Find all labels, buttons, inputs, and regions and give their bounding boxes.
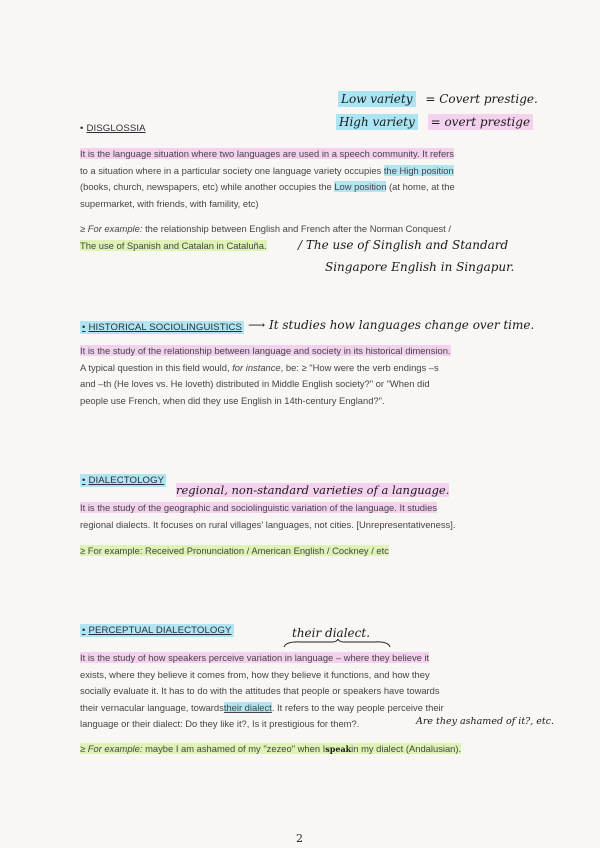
ashamed-note: Are they ashamed of it?, etc. [416,716,555,727]
perceptual-heading-text: PERCEPTUAL DIALECTOLOGY [88,625,232,636]
singlish-note-2: Singapore English in Singapur. [325,260,515,274]
their-dialect-highlight: their dialect [223,701,272,713]
speak-note: speak [325,744,352,754]
diglossia-example-1: the relationship between English and French after the Norman Conquest / [142,223,451,234]
historical-line-3: and –th (He loves vs. He loveth) distributed in Middle English society?" or "When did [80,378,430,390]
diglossia-example-2: The use of Spanish and Catalan in Cataluña. [80,239,267,251]
dialectology-heading-highlight [80,474,166,487]
page-number: 2 [296,832,303,845]
historical-paragraph [80,343,550,409]
dialectology-example [80,543,550,560]
perceptual-line-5: language or their dialect: Do they like it?, Is it prestigious for them?. [80,718,360,730]
dialectology-note-text: regional, non-standard varieties of a language. [176,483,450,497]
historical-heading [80,322,244,333]
high-variety-note [336,115,533,129]
perceptual-line-4c: . It refers to the way people perceive their [271,701,444,713]
diglossia-paragraph [80,146,550,212]
historical-heading-highlight [80,321,244,334]
bullet-icon: • [82,475,86,486]
perceptual-heading [80,625,234,636]
bullet-icon: • [82,625,86,636]
for-instance-label: for instance [232,361,281,373]
diglossia-line-3: (books, church, newspapers, etc) while another occupies the [80,181,332,193]
diglossia-line-1: It is the language situation where two languages are used in a speech community. It refers [80,148,454,159]
perceptual-example-1: maybe I am ashamed of my "zezeo" when I [142,743,326,754]
historical-line-2a: A typical question in this field would, [80,361,230,373]
bullet-icon: • [80,123,84,134]
perceptual-line-1: It is the study of how speakers perceive variation in language – where they believe it [80,652,430,663]
diglossia-heading [80,123,146,134]
their-dialect-note: their dialect. [292,626,371,640]
low-variety-label: Low variety [338,91,416,107]
historical-line-2c: , be: ≥ "How were the verb endings –s [280,361,439,373]
dialectology-paragraph [80,500,550,533]
diglossia-line-3-end: (at home, at the [389,181,455,193]
historical-line-4: people use French, when did they use English in 14th-century England?". [80,394,385,406]
historical-heading-text: HISTORICAL SOCIOLINGUISTICS [88,322,243,333]
perceptual-heading-highlight [80,624,234,637]
perceptual-line-2: exists, where they believe it comes from, how they believe it functions, and how they [80,668,430,680]
high-variety-equation: = overt prestige [428,114,533,130]
bullet-icon: • [82,322,86,333]
high-position-highlight: the High position [383,164,454,176]
singlish-note-1: / The use of Singlish and Standard [298,238,509,252]
dialectology-line-1: It is the study of the geographic and sociolinguistic variation of the language. It studies [80,502,437,513]
diglossia-heading-text: DISGLOSSIA [86,123,146,134]
diglossia-line-4: supermarket, with friends, with famility, etc) [80,197,259,209]
brace-mark [282,639,392,649]
historical-note: ⟶ It studies how languages change over time. [248,318,535,332]
dialectology-note [176,483,449,497]
low-variety-note [338,92,538,106]
perceptual-example [80,741,560,758]
high-variety-label: High variety [336,114,418,130]
historical-line-1: It is the study of the relationship between language and society in its historical dimension. [80,345,451,356]
dialectology-line-2: regional dialects. It focuses on rural villages' languages, not cities. [Unrepresentativeness]. [80,518,456,530]
perceptual-line-3: socially evaluate it. It has to do with the attitudes that people or speakers have towards [80,685,440,697]
dialectology-heading-text: DIALECTOLOGY [88,475,165,486]
low-position-highlight: Low position [334,181,387,193]
perceptual-line-4a: their vernacular language, towards [80,701,224,713]
dialectology-example-text: ≥ For example: Received Pronunciation / American English / Cockney / etc [80,545,389,556]
perceptual-example-2: in my dialect (Andalusian). [351,743,462,754]
diglossia-line-2: to a situation where in a particular society one language variety occupies [80,164,382,176]
for-example-label: ≥ For example: [80,223,143,234]
for-example-label: ≥ For example: [80,743,143,754]
dialectology-heading [80,475,166,486]
low-variety-equation: = Covert prestige. [425,92,538,106]
